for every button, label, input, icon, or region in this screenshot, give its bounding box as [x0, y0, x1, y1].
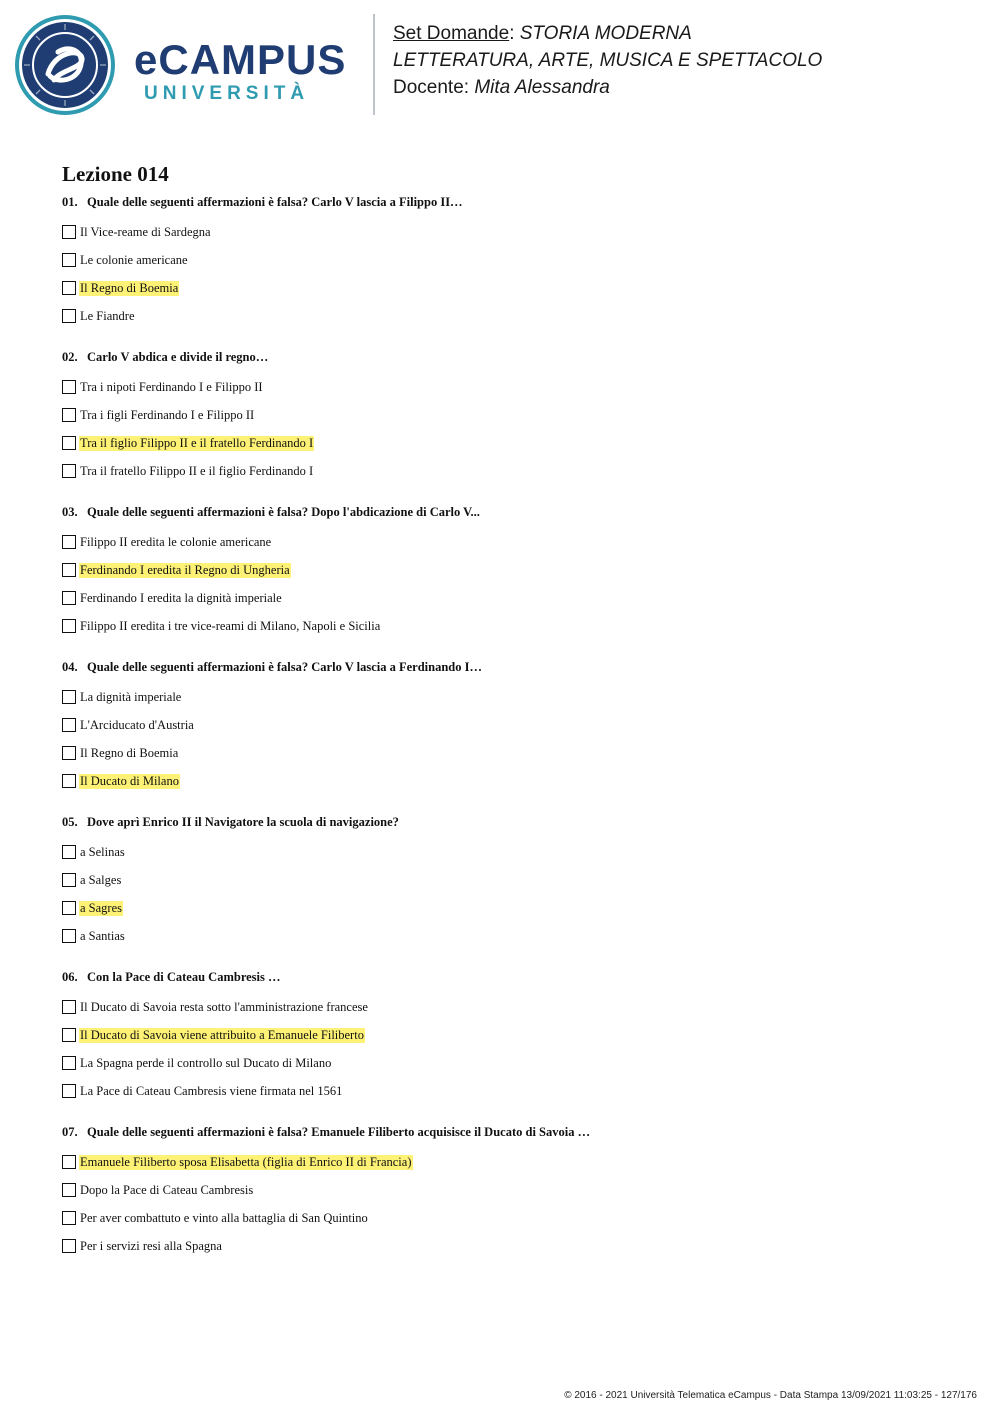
answer-checkbox[interactable]	[62, 1000, 76, 1014]
answer-text: Tra i figli Ferdinando I e Filippo II	[80, 407, 255, 422]
answer-option[interactable]	[62, 302, 962, 330]
answer-checkbox[interactable]	[62, 774, 76, 788]
answer-option[interactable]	[62, 556, 962, 584]
answer-checkbox[interactable]	[62, 929, 76, 943]
answer-option[interactable]	[62, 1176, 962, 1204]
answer-checkbox[interactable]	[62, 619, 76, 633]
answer-checkbox[interactable]	[62, 535, 76, 549]
course-name: STORIA MODERNA	[519, 23, 692, 44]
question-label: Quale delle seguenti affermazioni è falsa? Carlo V lascia a Filippo II…	[87, 195, 463, 209]
answer-text-highlighted: Tra il figlio Filippo II e il fratello Ferdinando I	[80, 435, 314, 450]
question-label: Quale delle seguenti affermazioni è falsa? Carlo V lascia a Ferdinando I…	[87, 660, 483, 674]
answer-option[interactable]	[62, 1204, 962, 1232]
answer-text: Le Fiandre	[80, 308, 135, 323]
question-text	[62, 504, 962, 520]
teacher-name: Mita Alessandra	[474, 77, 610, 98]
question-text	[62, 1124, 962, 1140]
answer-checkbox[interactable]	[62, 1028, 76, 1042]
question-label: Quale delle seguenti affermazioni è falsa? Dopo l'abdicazione di Carlo V...	[87, 505, 480, 519]
page-footer: © 2016 - 2021 Università Telematica eCampus - Data Stampa 13/09/2021 11:03:25 - 127/176	[564, 1390, 977, 1401]
answer-text-highlighted: Il Ducato di Milano	[80, 773, 179, 788]
answer-text-highlighted: Il Ducato di Savoia viene attribuito a Emanuele Filiberto	[80, 1027, 364, 1042]
answer-option[interactable]	[62, 274, 962, 302]
question-number: 04.	[62, 660, 78, 674]
answer-checkbox[interactable]	[62, 1084, 76, 1098]
answer-option[interactable]	[62, 1021, 962, 1049]
answer-option[interactable]	[62, 246, 962, 274]
question-number: 02.	[62, 350, 78, 364]
answer-checkbox[interactable]	[62, 845, 76, 859]
teacher-label: Docente:	[393, 77, 470, 98]
answer-checkbox[interactable]	[62, 1239, 76, 1253]
answer-checkbox[interactable]	[62, 408, 76, 422]
teacher-line	[393, 74, 822, 101]
answer-option[interactable]	[62, 1049, 962, 1077]
question-block	[62, 814, 962, 950]
answer-text: a Selinas	[80, 844, 125, 859]
ecampus-logo	[14, 14, 359, 116]
answer-text: Filippo II eredita le colonie americane	[80, 534, 272, 549]
answer-option[interactable]	[62, 866, 962, 894]
brand-sub-text: UNIVERSITÀ	[144, 83, 310, 104]
answer-text: Dopo la Pace di Cateau Cambresis	[80, 1182, 254, 1197]
answer-option[interactable]	[62, 922, 962, 950]
question-list	[62, 194, 962, 1260]
answer-option[interactable]	[62, 894, 962, 922]
answer-checkbox[interactable]	[62, 464, 76, 478]
answer-checkbox[interactable]	[62, 1155, 76, 1169]
answer-option[interactable]	[62, 373, 962, 401]
question-text	[62, 659, 962, 675]
answer-checkbox[interactable]	[62, 591, 76, 605]
answer-text: Tra il fratello Filippo II e il figlio Ferdinando I	[80, 463, 314, 478]
answer-text: Ferdinando I eredita la dignità imperiale	[80, 590, 282, 605]
brand-main-text: eCAMPUS	[134, 36, 347, 83]
answer-text: La Pace di Cateau Cambresis viene firmata nel 1561	[80, 1083, 343, 1098]
answer-text: a Salges	[80, 872, 122, 887]
answer-option[interactable]	[62, 612, 962, 640]
question-number: 06.	[62, 970, 78, 984]
answer-checkbox[interactable]	[62, 690, 76, 704]
question-set	[62, 160, 962, 1279]
answer-checkbox[interactable]	[62, 281, 76, 295]
answer-checkbox[interactable]	[62, 563, 76, 577]
question-block	[62, 1124, 962, 1260]
question-text	[62, 194, 962, 210]
answer-checkbox[interactable]	[62, 1211, 76, 1225]
question-block	[62, 349, 962, 485]
question-block	[62, 659, 962, 795]
answer-text-highlighted: Emanuele Filiberto sposa Elisabetta (figlia di Enrico II di Francia)	[80, 1154, 412, 1169]
set-info	[393, 20, 822, 101]
answer-text: Il Vice-reame di Sardegna	[80, 224, 211, 239]
set-label: Set Domande	[393, 23, 510, 44]
brand-wordmark	[134, 36, 359, 116]
answer-text: La dignità imperiale	[80, 689, 182, 704]
answer-text: a Santias	[80, 928, 125, 943]
answer-option[interactable]	[62, 1077, 962, 1105]
header-divider	[373, 14, 375, 115]
answer-option[interactable]	[62, 218, 962, 246]
answer-checkbox[interactable]	[62, 380, 76, 394]
set-line: Set Domande: STORIA MODERNA	[393, 23, 692, 44]
answer-option[interactable]	[62, 457, 962, 485]
answer-option[interactable]	[62, 993, 962, 1021]
question-number: 07.	[62, 1125, 78, 1139]
answer-option[interactable]	[62, 1148, 962, 1176]
answer-text: Per aver combattuto e vinto alla battaglia di San Quintino	[80, 1210, 368, 1225]
answer-text: Filippo II eredita i tre vice-reami di Milano, Napoli e Sicilia	[80, 618, 381, 633]
answer-text: La Spagna perde il controllo sul Ducato di Milano	[80, 1055, 332, 1070]
answer-option[interactable]	[62, 401, 962, 429]
answer-checkbox[interactable]	[62, 746, 76, 760]
answer-text: Le colonie americane	[80, 252, 188, 267]
question-text	[62, 969, 962, 985]
answer-checkbox[interactable]	[62, 901, 76, 915]
answer-text: L'Arciducato d'Austria	[80, 717, 194, 732]
lesson-title: Lezione 014	[62, 162, 169, 186]
question-label: Con la Pace di Cateau Cambresis …	[87, 970, 281, 984]
answer-checkbox[interactable]	[62, 1183, 76, 1197]
page-header	[0, 0, 1000, 130]
answer-checkbox[interactable]	[62, 873, 76, 887]
answer-option[interactable]	[62, 528, 962, 556]
question-text	[62, 814, 962, 830]
question-label: Dove aprì Enrico II il Navigatore la scuola di navigazione?	[87, 815, 399, 829]
answer-option[interactable]	[62, 767, 962, 795]
answer-checkbox[interactable]	[62, 718, 76, 732]
question-label: Carlo V abdica e divide il regno…	[87, 350, 269, 364]
answer-checkbox[interactable]	[62, 1056, 76, 1070]
answer-option[interactable]	[62, 1232, 962, 1260]
answer-text: Il Regno di Boemia	[80, 745, 179, 760]
answer-option[interactable]	[62, 683, 962, 711]
question-number: 01.	[62, 195, 78, 209]
question-block	[62, 194, 962, 330]
answer-text-highlighted: Il Regno di Boemia	[80, 280, 179, 295]
answer-text: Tra i nipoti Ferdinando I e Filippo II	[80, 379, 263, 394]
university-seal-icon	[14, 14, 116, 116]
answer-option[interactable]	[62, 584, 962, 612]
answer-option[interactable]	[62, 838, 962, 866]
answer-checkbox[interactable]	[62, 225, 76, 239]
answer-checkbox[interactable]	[62, 309, 76, 323]
answer-option[interactable]	[62, 739, 962, 767]
course-subtitle: LETTERATURA, ARTE, MUSICA E SPETTACOLO	[393, 50, 823, 71]
answer-checkbox[interactable]	[62, 436, 76, 450]
question-number: 05.	[62, 815, 78, 829]
answer-text: Per i servizi resi alla Spagna	[80, 1238, 222, 1253]
answer-text-highlighted: Ferdinando I eredita il Regno di Ungheria	[80, 562, 290, 577]
question-number: 03.	[62, 505, 78, 519]
question-block	[62, 504, 962, 640]
answer-text-highlighted: a Sagres	[80, 900, 122, 915]
question-text	[62, 349, 962, 365]
answer-text: Il Ducato di Savoia resta sotto l'amministrazione francese	[80, 999, 368, 1014]
question-label: Quale delle seguenti affermazioni è falsa? Emanuele Filiberto acquisisce il Ducato di Savoia …	[87, 1125, 591, 1139]
question-block	[62, 969, 962, 1105]
answer-option[interactable]	[62, 429, 962, 457]
answer-checkbox[interactable]	[62, 253, 76, 267]
answer-option[interactable]	[62, 711, 962, 739]
